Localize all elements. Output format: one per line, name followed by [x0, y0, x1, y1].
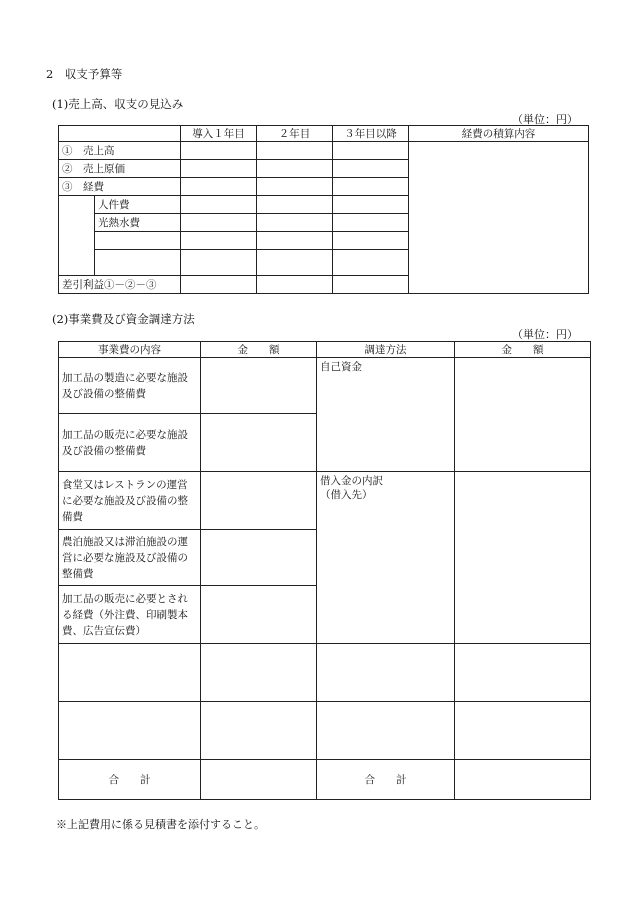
loan-sub-label: （借入先）: [320, 489, 373, 501]
funding-table: [58, 341, 591, 800]
cell-input[interactable]: [257, 250, 333, 276]
cell-input[interactable]: [257, 196, 333, 214]
cell-input[interactable]: [333, 250, 409, 276]
cell-input[interactable]: [455, 644, 591, 702]
cell-input[interactable]: [181, 232, 257, 250]
cost-item-label: 加工品の製造に必要な施設及び設備の整備費: [59, 358, 201, 414]
cell-input[interactable]: [257, 178, 333, 196]
cell-input[interactable]: [201, 472, 317, 530]
header-year3: ３年目以降: [333, 126, 409, 142]
row-blank-label[interactable]: [95, 232, 181, 250]
cell-input[interactable]: [455, 702, 591, 760]
cell-input[interactable]: [333, 214, 409, 232]
header-funding-method: 調達方法: [317, 342, 455, 358]
total-left-amount[interactable]: [201, 760, 317, 800]
row-labor-label: 人件費: [95, 196, 181, 214]
subsection-1-title: (1)売上高、収支の見込み: [52, 97, 184, 111]
own-funds-amount[interactable]: [455, 358, 591, 472]
cost-item-blank[interactable]: [59, 702, 201, 760]
own-funds-label: 自己資金: [317, 358, 455, 472]
subsection-2-title: (2)事業費及び資金調達方法: [52, 312, 195, 326]
funding-header-row: [59, 342, 591, 358]
loan-amount[interactable]: [455, 472, 591, 644]
funding-blank[interactable]: [317, 702, 455, 760]
cell-input[interactable]: [181, 160, 257, 178]
cell-input[interactable]: [257, 276, 333, 294]
total-right-label: 合 計: [317, 760, 455, 800]
section-title: 2 収支予算等: [46, 67, 123, 81]
unit-label-1: （単位：円）: [512, 113, 578, 126]
total-row: [59, 760, 591, 800]
row-expense-label: ③ 経費: [59, 178, 181, 196]
cell-input[interactable]: [181, 276, 257, 294]
cell-input[interactable]: [333, 178, 409, 196]
row-blank-label[interactable]: [95, 250, 181, 276]
loan-label: 借入金の内訳: [320, 475, 383, 487]
header-year1: 導入１年目: [181, 126, 257, 142]
cell-input[interactable]: [201, 530, 317, 586]
breakdown-cell[interactable]: [409, 142, 589, 294]
total-right-amount[interactable]: [455, 760, 591, 800]
income-header-row: [59, 126, 589, 142]
cell-input[interactable]: [201, 586, 317, 644]
cost-item-label: 農泊施設又は滞泊施設の運営に必要な施設及び設備の整備費: [59, 530, 201, 586]
cost-item-blank[interactable]: [59, 644, 201, 702]
cell-input[interactable]: [181, 142, 257, 160]
total-left-label: 合 計: [59, 760, 201, 800]
cell-input[interactable]: [181, 178, 257, 196]
header-breakdown: 経費の積算内容: [409, 126, 589, 142]
cell-input[interactable]: [201, 358, 317, 414]
header-cost-item: 事業費の内容: [59, 342, 201, 358]
cell-input[interactable]: [201, 414, 317, 472]
table-row: [59, 472, 591, 530]
cell-input[interactable]: [257, 160, 333, 178]
cell-input[interactable]: [257, 232, 333, 250]
cost-item-label: 加工品の販売に必要とされる経費（外注費、印刷製本費、広告宣伝費）: [59, 586, 201, 644]
cell-input[interactable]: [257, 142, 333, 160]
table-row: [59, 358, 591, 414]
header-amount-right: 金 額: [455, 342, 591, 358]
cost-item-label: 加工品の販売に必要な施設及び設備の整備費: [59, 414, 201, 472]
row-sales-label: ① 売上高: [59, 142, 181, 160]
footnote: ※上記費用に係る見積書を添付すること。: [56, 818, 265, 831]
income-table: [58, 125, 589, 294]
table-row: [59, 702, 591, 760]
cell-input[interactable]: [201, 644, 317, 702]
unit-label-2: （単位：円）: [512, 328, 578, 341]
loan-label-cell: [317, 472, 455, 644]
row-profit-label: 差引利益①－②－③: [59, 276, 181, 294]
cell-input[interactable]: [333, 232, 409, 250]
header-amount-left: 金 額: [201, 342, 317, 358]
cell-input[interactable]: [181, 196, 257, 214]
cell-input[interactable]: [257, 214, 333, 232]
header-year2: ２年目: [257, 126, 333, 142]
funding-blank[interactable]: [317, 644, 455, 702]
cell-input[interactable]: [181, 250, 257, 276]
row-cost-label: ② 売上原価: [59, 160, 181, 178]
cell-input[interactable]: [333, 160, 409, 178]
table-row: [59, 644, 591, 702]
table-row: [59, 142, 589, 160]
cell-input[interactable]: [201, 702, 317, 760]
cell-input[interactable]: [181, 214, 257, 232]
cell-input[interactable]: [333, 196, 409, 214]
cell-input[interactable]: [333, 142, 409, 160]
row-utility-label: 光熱水費: [95, 214, 181, 232]
cell-input[interactable]: [333, 276, 409, 294]
cost-item-label: 食堂又はレストランの運営に必要な施設及び設備の整備費: [59, 472, 201, 530]
